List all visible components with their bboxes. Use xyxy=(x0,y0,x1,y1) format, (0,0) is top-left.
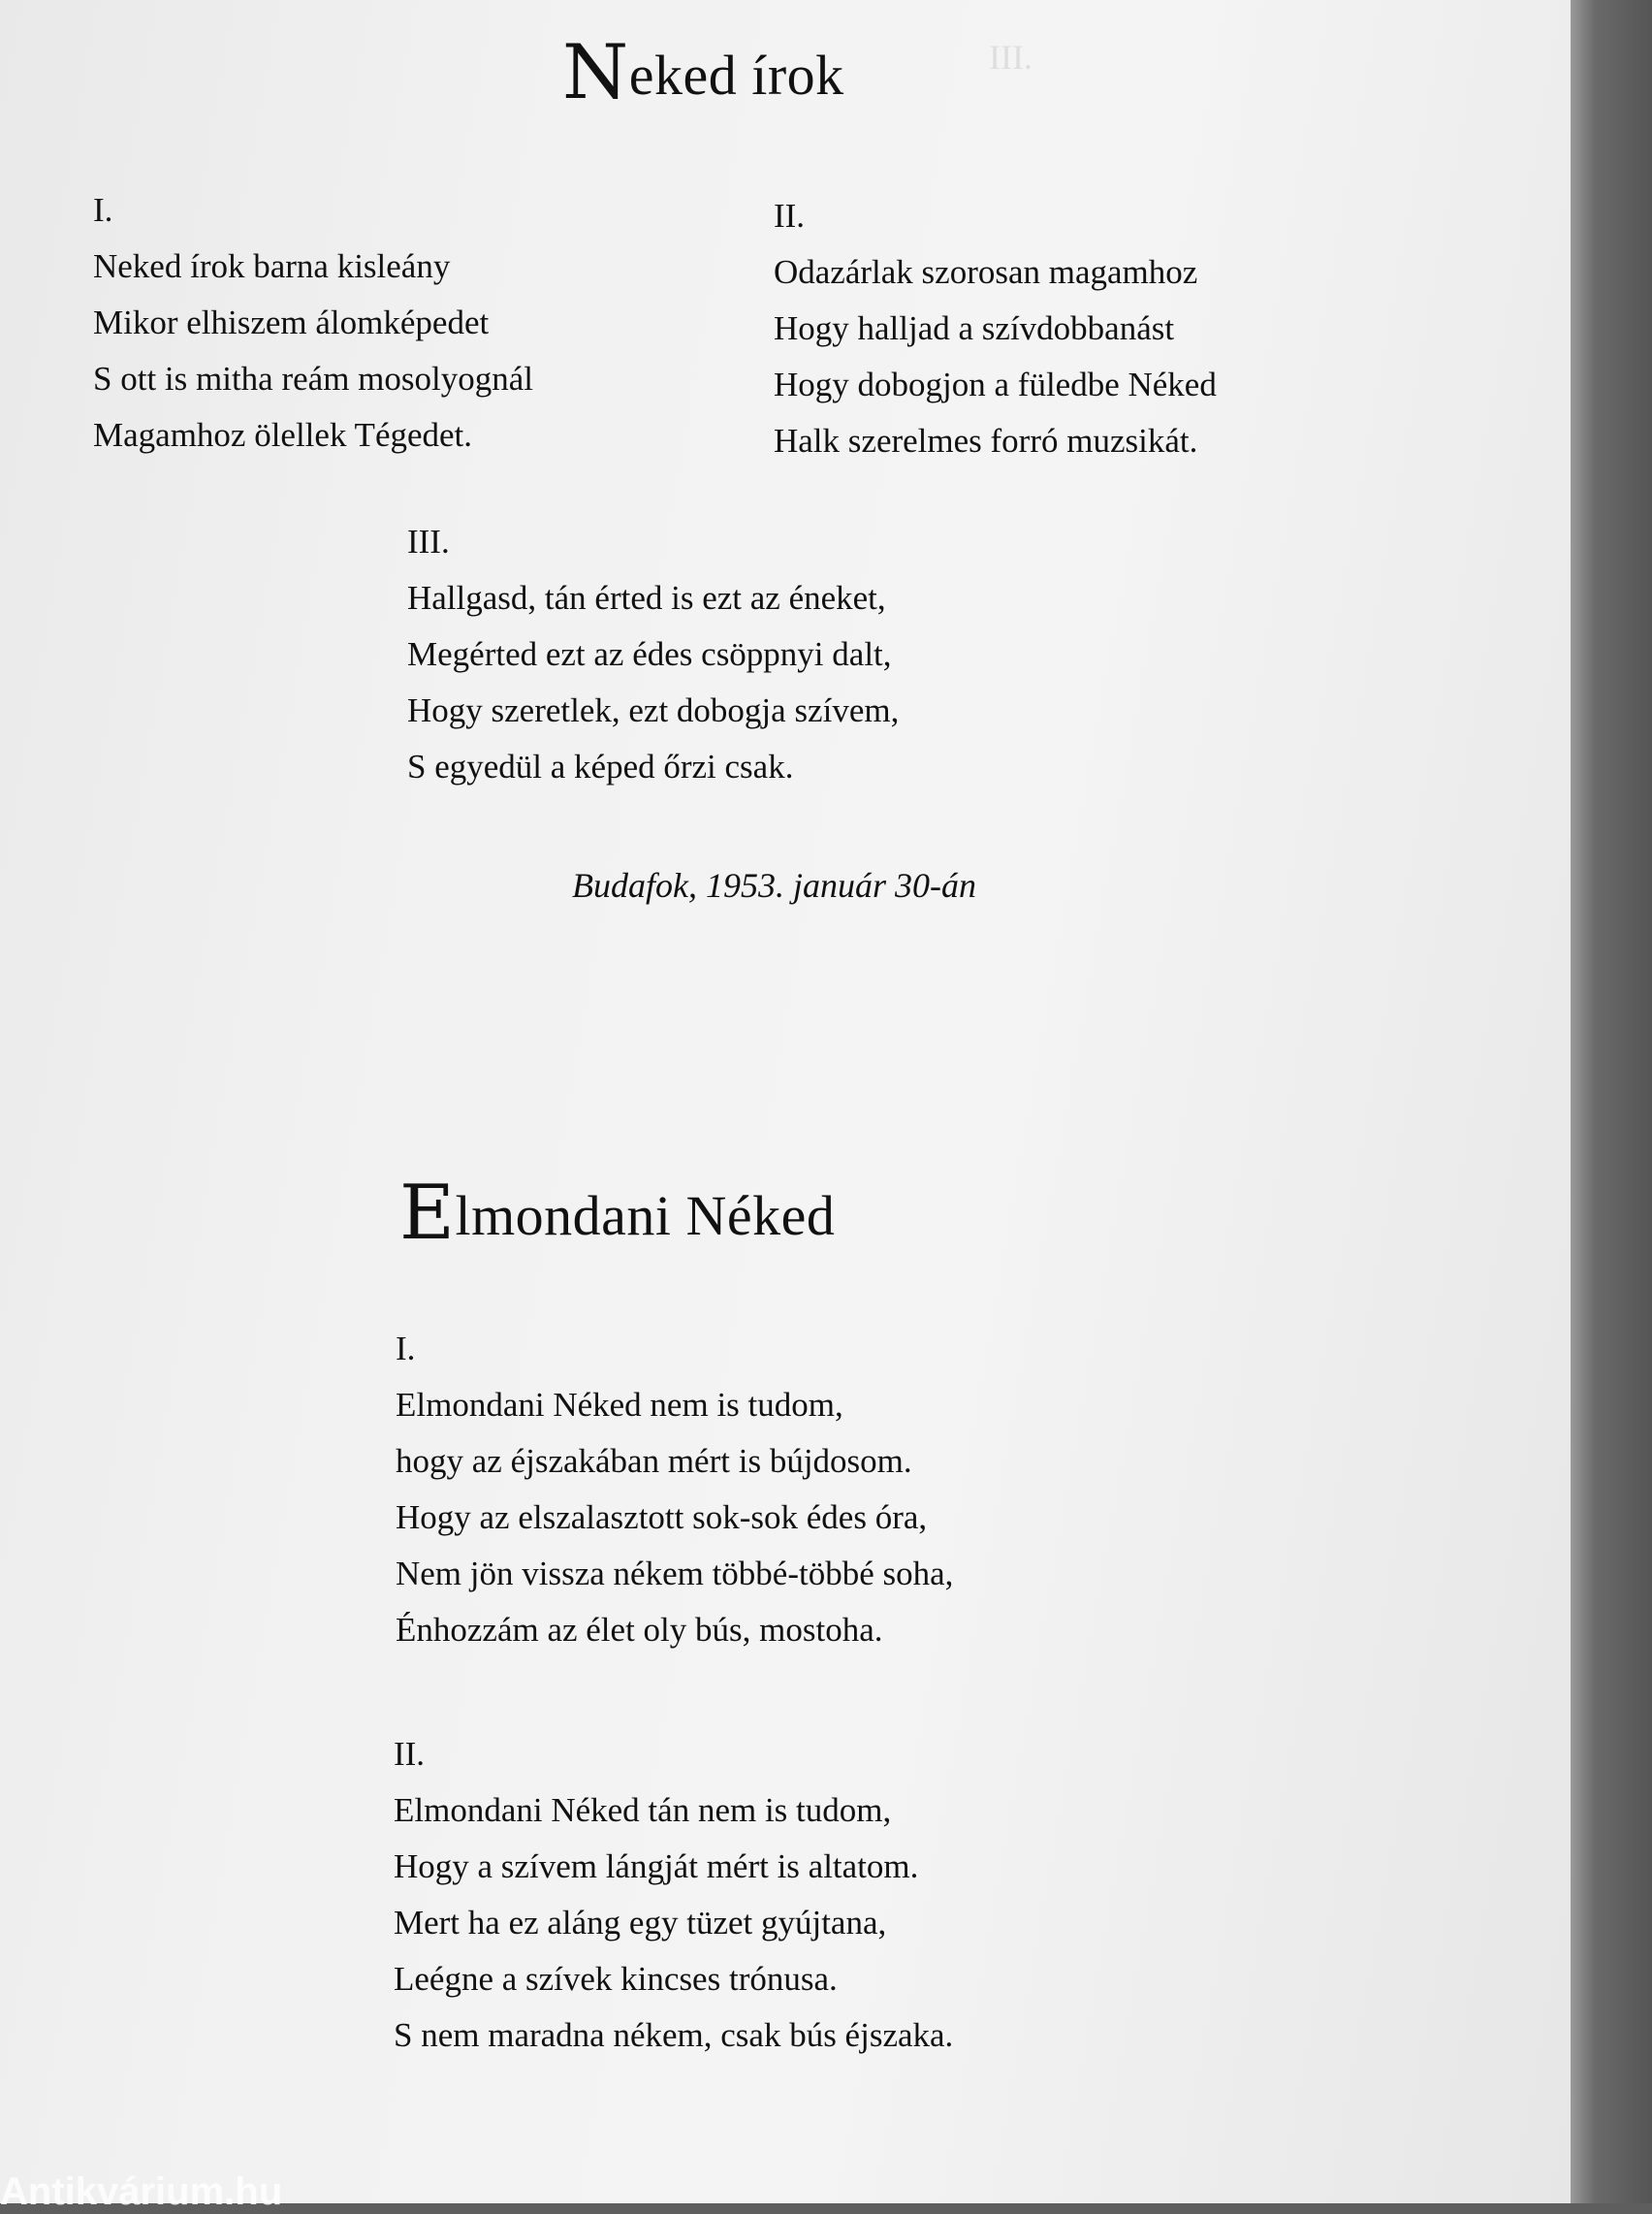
poem-line: Hallgasd, tán érted is ezt az éneket, xyxy=(407,579,886,617)
stanza-numeral: II. xyxy=(774,197,806,235)
poem-line: S egyedül a képed őrzi csak. xyxy=(407,748,794,786)
poem-line: Elmondani Néked nem is tudom, xyxy=(396,1386,843,1424)
poem-line: Mert ha ez aláng egy tüzet gyújtana, xyxy=(394,1904,887,1941)
title-rest: lmondani Néked xyxy=(455,1184,836,1247)
stanza-2 xyxy=(394,1726,953,2064)
poem-title xyxy=(399,1170,835,1257)
poem-line: hogy az éjszakában mért is bújdosom. xyxy=(396,1442,912,1480)
stanza-numeral: III. xyxy=(407,523,450,561)
stanza-numeral: I. xyxy=(93,191,113,229)
stanza-1 xyxy=(93,182,533,464)
watermark: Antikvárium.hu xyxy=(0,2170,283,2213)
poem-line: Hogy a szívem lángját mért is altatom. xyxy=(394,1847,919,1885)
poem-line: Leégne a szívek kincses trónusa. xyxy=(394,1960,838,1998)
poem-line: Hogy az elszalasztott sok-sok édes óra, xyxy=(396,1498,928,1536)
poem-line: S nem maradna nékem, csak bús éjszaka. xyxy=(394,2016,954,2054)
poem-line: Odazárlak szorosan magamhoz xyxy=(774,253,1198,291)
page-edge-shadow xyxy=(1571,0,1652,2203)
poem-line: Nem jön vissza nékem többé-többé soha, xyxy=(396,1555,954,1592)
poem-line: Halk szerelmes forró muzsikát. xyxy=(774,422,1198,460)
stanza-numeral: I. xyxy=(396,1330,416,1367)
poem-line: Megérted ezt az édes csöppnyi dalt, xyxy=(407,635,892,673)
title-initial: E xyxy=(399,1170,456,1257)
poem-line: Hogy szeretlek, ezt dobogja szívem, xyxy=(407,691,900,729)
poem-line: S ott is mitha reám mosolyognál xyxy=(93,360,533,398)
poem-line: Neked írok barna kisleány xyxy=(93,247,451,285)
bleed-through-text: III. xyxy=(989,38,1032,77)
poem-line: Hogy halljad a szívdobbanást xyxy=(774,309,1175,347)
dateline: Budafok, 1953. január 30-án xyxy=(572,866,976,905)
title-rest: eked írok xyxy=(628,44,844,107)
stanza-2 xyxy=(774,188,1217,469)
poem-line: Magamhoz ölellek Tégedet. xyxy=(93,416,473,454)
stanza-3 xyxy=(407,514,899,795)
stanza-1 xyxy=(396,1321,953,1658)
poem-line: Elmondani Néked tán nem is tudom, xyxy=(394,1791,892,1829)
title-initial: N xyxy=(562,29,629,116)
poem-line: Énhozzám az élet oly bús, mostoha. xyxy=(396,1611,883,1649)
stanza-numeral: II. xyxy=(394,1735,426,1773)
poem-title xyxy=(562,29,844,116)
poem-line: Mikor elhiszem álomképedet xyxy=(93,304,490,341)
poem-line: Hogy dobogjon a füledbe Néked xyxy=(774,366,1217,403)
